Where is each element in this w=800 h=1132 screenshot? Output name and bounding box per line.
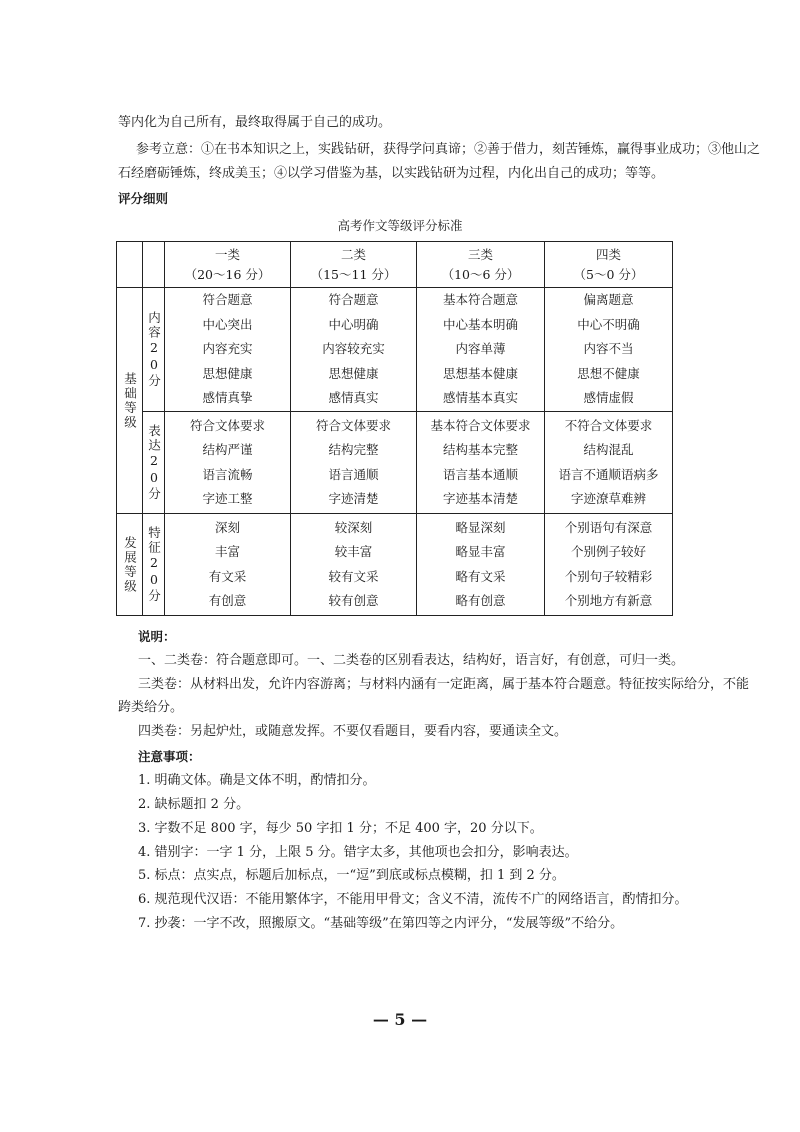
category-header: 二类 （15～11 分） [291,242,417,288]
note-item: 7. 抄袭：一字不改，照搬原文。“基础等级”在第四等之内评分，“发展等级”不给分。 [138,916,624,931]
basic-level-label: 基础等级 [117,288,143,514]
expression-cell: 不符合文体要求 结构混乱 语言不通顺语病多 字迹潦草难辨 [545,412,673,514]
expression-cell: 符合文体要求 结构完整 语言通顺 字迹清楚 [291,412,417,514]
explanation-line: 四类卷：另起炉灶，或随意发挥。不要仅看题目，要看内容，要通读全文。 [138,724,568,739]
expression-cell: 基本符合文体要求 结构基本完整 语言基本通顺 字迹基本清楚 [417,412,545,514]
feature-label: 特征20分 [143,514,165,616]
expression-label: 表达20分 [143,412,165,514]
note-item: 5. 标点：点实点，标题后加标点，一“逗”到底或标点模糊，扣 1 到 2 分。 [138,868,565,883]
corner-cell-2 [143,242,165,288]
notes-heading: 注意事项： [138,749,201,764]
expression-cell: 符合文体要求 结构严谨 语言流畅 字迹工整 [165,412,291,514]
note-item: 1. 明确文体。确是文体不明，酌情扣分。 [138,773,376,788]
content-row [117,288,673,412]
page-number: — 5 — [372,1010,428,1029]
grading-table [116,241,673,616]
content-cell: 偏离题意 中心不明确 内容不当 思想不健康 感情虚假 [545,288,673,412]
content-cell: 符合题意 中心突出 内容充实 思想健康 感情真挚 [165,288,291,412]
intro-line: 等内化为自己所有，最终取得属于自己的成功。 [118,115,392,130]
note-item: 4. 错别字：一字 1 分，上限 5 分。错字太多，其他项也会扣分，影响表达。 [138,845,578,860]
feature-cell: 个别语句有深意 个别例子较好 个别句子较精彩 个别地方有新意 [545,514,673,616]
table-caption: 高考作文等级评分标准 [337,218,463,233]
note-item: 2. 缺标题扣 2 分。 [138,797,250,812]
development-level-label: 发展等级 [117,514,143,616]
explanation-line: 三类卷：从材料出发，允许内容游离；与材料内涵有一定距离，属于基本符合题意。特征按实际给分，不能 [138,677,750,692]
category-header: 三类 （10～6 分） [417,242,545,288]
content-cell: 符合题意 中心明确 内容较充实 思想健康 感情真实 [291,288,417,412]
feature-cell: 较深刻 较丰富 较有文采 较有创意 [291,514,417,616]
feature-row [117,514,673,616]
header-row [117,242,673,288]
category-header: 一类 （20～16 分） [165,242,291,288]
note-item: 3. 字数不足 800 字，每少 50 字扣 1 分；不足 400 字，20 分以下。 [138,821,543,836]
note-item: 6. 规范现代汉语：不能用繁体字，不能用甲骨文；含义不清，流传不广的网络语言，酌情扣分。 [138,892,688,907]
explanation-line: 一、二类卷：符合题意即可。一、二类卷的区别看表达，结构好，语言好，有创意，可归一类。 [138,653,685,668]
reference-ideas-line-1: 参考立意：①在书本知识之上，实践钻研，获得学问真谛；②善于借力，刻苦锤炼，赢得事业成功；③他山之 [136,142,761,157]
content-cell: 基本符合题意 中心基本明确 内容单薄 思想基本健康 感情基本真实 [417,288,545,412]
reference-ideas-line-2: 石经磨砺锤炼，终成美玉；④以学习借鉴为基，以实践钻研为过程，内化出自己的成功；等等。 [118,166,665,181]
feature-cell: 深刻 丰富 有文采 有创意 [165,514,291,616]
explanation-heading: 说明： [138,629,176,644]
category-header: 四类 （5～0 分） [545,242,673,288]
expression-row [117,412,673,514]
feature-cell: 略显深刻 略显丰富 略有文采 略有创意 [417,514,545,616]
rubric-heading: 评分细则 [118,191,169,206]
content-label: 内容20分 [143,288,165,412]
explanation-line: 跨类给分。 [118,700,184,715]
corner-cell [117,242,143,288]
